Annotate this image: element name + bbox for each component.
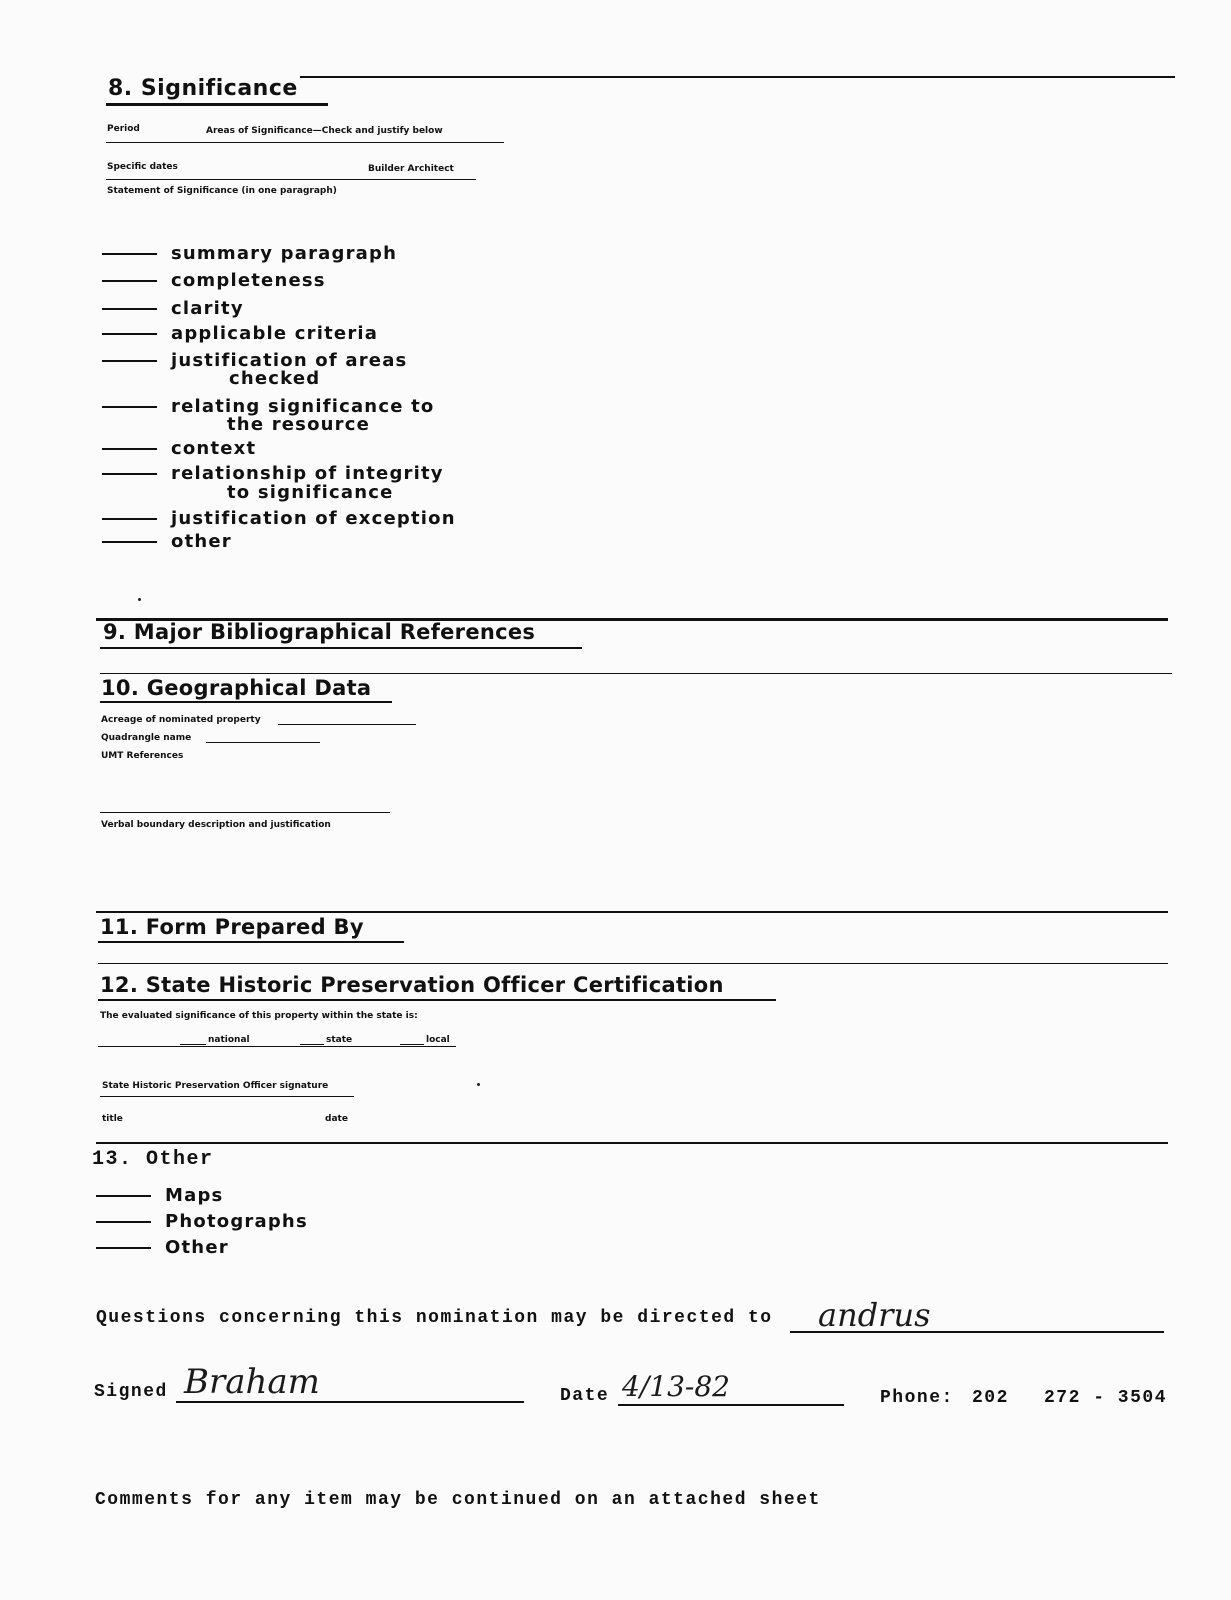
local-label: local [426,1035,450,1045]
dates-label: Specific dates [107,162,178,172]
acreage-field[interactable] [278,724,416,725]
national-check[interactable] [180,1044,206,1045]
checklist-item: other [102,533,232,551]
questions-handwriting: andrus [818,1296,931,1334]
signature-field[interactable] [100,1096,354,1097]
checkbox-line[interactable] [102,473,157,475]
evaluated-row-line [98,1046,456,1047]
checkbox-line[interactable] [96,1221,151,1223]
date-handwriting: 4/13-82 [622,1370,730,1403]
checkbox-line[interactable] [102,406,157,408]
checkbox-line[interactable] [102,280,157,282]
phone-area: 202 [972,1388,1009,1408]
signature-label: State Historic Preservation Officer signature [102,1081,329,1091]
state-label: state [326,1035,353,1045]
section13-title: 13. Other [92,1148,214,1171]
questions-label: Questions concerning this nomination may be directed to [96,1308,773,1328]
period-row-line [106,142,504,143]
section10-title: 10. Geographical Data [101,676,372,700]
date-label: Date [560,1386,610,1406]
section8-title: 8. Significance [108,76,298,101]
dates-row-line [106,179,476,180]
other-item-other: Other [96,1239,229,1257]
local-check[interactable] [400,1044,424,1045]
national-label: national [208,1035,250,1045]
section12-title-underline [98,999,776,1001]
date-field[interactable] [618,1404,844,1406]
checklist-item-cont: checked [229,368,321,389]
utm-field[interactable] [100,812,390,813]
checklist-item: relating significance to [102,398,434,416]
section12-title: 12. State Historic Preservation Officer Certification [100,973,724,997]
builder-label: Builder Architect [368,164,454,174]
checklist-item: completeness [102,272,326,290]
title-field-label: title [102,1114,123,1124]
utm-label: UMT References [101,751,184,761]
section9-title-underline [100,647,582,649]
checkbox-line[interactable] [96,1195,151,1197]
top-rule [300,76,1175,78]
checkbox-line[interactable] [102,308,157,310]
checklist-item: relationship of integrity [102,465,444,483]
checkbox-line[interactable] [102,360,157,362]
phone-number: 272 - 3504 [1044,1388,1168,1408]
speck [138,598,141,601]
speck [477,1083,480,1086]
section12-rule [98,963,1168,964]
section10-rule [100,673,1172,674]
section9-title: 9. Major Bibliographical References [103,620,536,644]
section13-rule [96,1142,1168,1144]
evaluated-label: The evaluated significance of this property within the state is: [100,1011,418,1021]
verbal-label: Verbal boundary description and justification [101,820,331,830]
other-item-photographs: Photographs [96,1213,308,1231]
state-check[interactable] [300,1044,324,1045]
checklist-item-cont: the resource [227,414,371,435]
statement-label: Statement of Significance (in one paragraph) [107,186,337,196]
checklist-item: summary paragraph [102,245,397,263]
checklist-item: clarity [102,300,244,318]
comments-note: Comments for any item may be continued on an attached sheet [95,1490,821,1510]
checkbox-line[interactable] [96,1247,151,1249]
period-label: Period [107,124,140,134]
checkbox-line[interactable] [102,518,157,520]
quad-field[interactable] [206,742,320,743]
section8-title-underline [106,103,328,106]
phone-label: Phone: [880,1388,954,1408]
checkbox-line[interactable] [102,541,157,543]
checklist-item: applicable criteria [102,325,378,343]
signed-label: Signed [94,1382,168,1402]
date-field-label: date [325,1114,348,1124]
section10-title-underline [100,701,392,703]
quad-label: Quadrangle name [101,733,192,743]
checklist-item-cont: to significance [227,482,394,503]
section11-title-underline [98,941,404,943]
other-item-maps: Maps [96,1187,223,1205]
checkbox-line[interactable] [102,448,157,450]
section11-rule [96,911,1168,913]
areas-label: Areas of Significance—Check and justify below [206,126,443,136]
checklist-item: context [102,440,256,458]
acreage-label: Acreage of nominated property [101,715,261,725]
checklist-item: justification of areas [102,352,407,370]
signed-handwriting: Braham [184,1362,320,1402]
section11-title: 11. Form Prepared By [100,915,364,939]
checkbox-line[interactable] [102,333,157,335]
checkbox-line[interactable] [102,253,157,255]
checklist-item: justification of exception [102,510,456,528]
